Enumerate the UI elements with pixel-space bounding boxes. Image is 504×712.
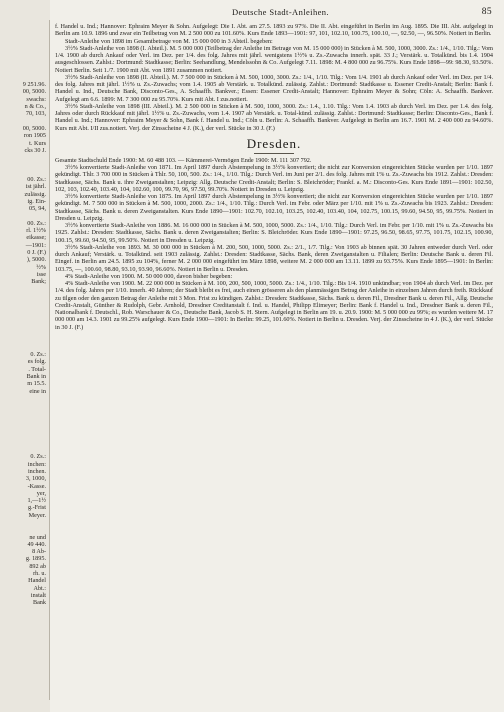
margin-fragment: yer, — [36, 489, 46, 497]
margin-fragment: rh. u. — [33, 570, 46, 578]
margin-fragment: Abt.: — [33, 584, 46, 592]
margin-fragment: Bank; — [31, 278, 46, 286]
margin-fragment: ig. Ein- — [27, 197, 46, 205]
margin-fragment — [0, 293, 48, 300]
margin-fragment — [0, 300, 48, 307]
paragraph: 3½% Stadt-Anleihe von 1898 (III. Abteil.). M. 2 500 000 in Stücken à M. 500, 1000, 3000. Zs.: 1.4., 1.10. Tilg.: Vom 1.4. 1903 ab durch Verl. im Dez. per 1.4. des folg. Jahres oder durch Rückkauf mit jährl. 1½% u. Zs.-Zuwachs, vom 1.4. 1907 ab Verstärk. u. Total-künd. zulässig. Zahlst.: Dortmund: Stadtkasse; Berlin: Disconto-Ges., Bank f. Handel u. Ind.; Hannover: Ephraim Meyer & Sohn, Bank f. Handel u. Ind.; Cöln u. Berlin: A. Schaaffh. Bankver. Aufgelegt in Berlin am 16.7. 1901 M. 2 400 000 zu 94.60%. Kurs mit Abt. I/II zus.notiert. Verj. der Zinsscheine 4 J. (K.), der verl. Stücke in 30 J. (F.) — [55, 102, 493, 132]
margin-fragment: instalt — [30, 591, 46, 599]
paragraph: f. Handel u. Ind.; Hannover: Ephraim Meyer & Sohn. Aufgelegt: Die I. Abt. am 27.5. 1893 zu 97%. Die II. Abt. eingeführt in Berlin im Aug. 1895. Die III. Abt. aufgelegt in Berlin am 10.9. 1896 und zwar ein Teilbetrag von M. 2 500 000 zu 101.60%. Kurs Ende 1893—1901: 97, 101, 102.10, 100.75, 100.10, —, 92.50, —, 96.50%. Notiert in Berlin. — [55, 23, 493, 38]
margin-fragment — [0, 431, 48, 438]
margin-fragment: -Kasse. — [27, 482, 46, 490]
margin-fragment — [0, 526, 48, 533]
paragraph: 4% Stadt-Anleihe von 1900. M. 50 000 000, davon bisher begeben: — [65, 272, 233, 280]
margin-fragment: isse — [36, 270, 46, 278]
main-text — [55, 23, 493, 331]
margin-fragment: eine in — [29, 387, 46, 395]
paragraph: 3½% Stadt-Anleihe von 1898 (II. Abteil.). M. 7 500 000 in Stücken à M. 500, 1000, 3000. Zs.: 1/4., 1/10. Tilg.: Vom 1/4. 1901 ab durch Ankauf oder Verl. im Dez. per 1/4. des folg. Jahres mit jährl. 1½% u. Zs.-Zuwachs; vom 1.4. 1905 ab Verstärk. u. Totalkünd. zulässig. Zahlst.: Dortmund: Stadtkasse u. Essener Credit-Anstalt; Berlin: Bank f. Handel u. Ind., Deutsche Bank, Disconto-Ges., A. Schaaffh. Bankver.; Essen: Essener Credit-Anstalt; Hannover: Ephraim Meyer & Sohn; Cöln: A. Schaaffh. Bankver. Aufgelegt am 6.6. 1899: M. 7 300 000 zu 95.70%. Kurs mit Abt. I zus.notiert. — [55, 73, 493, 103]
margin-fragment: ½% — [36, 263, 46, 271]
paragraph: 3½% konvertierte Stadt-Anleihe von 1871. Im April 1897 durch Abstempelung in 3½% konvertiert; die nicht zur Konversion eingereichten Stücke wurden per 1/10. 1897 gekündigt. Thlr. 3 700 000 in Stücken à Thlr. 50, 100, 500. Zs.: 1/4., 1/10. Tilg.: Durch Verl. im Juni per 2/1. des folg. Jahres mit 1% u. Zs.-Zuwachs bis 1912. Zahlst.: Dresden: Stadtkasse, Sächs. Bank u. ihre Zweiganstalten; Leipzig: Allg. Deutsche Credit-Anstalt; Berlin: S. Bleichröder; Frankf. a. M.: Disconto-Ges. Kurs Ende 1891—1901: 102.50, 102, 103, 102.40, 103.40, 104, 102.60, 100, 99.70, 96, 97.50, 99.70%. Notiert in Dresden u. Leipzig. — [55, 164, 493, 193]
margin-fragment — [0, 315, 48, 322]
margin-fragment: rl. 1½% — [26, 227, 46, 235]
margin-fragment: inchen: — [27, 460, 46, 468]
margin-fragment — [0, 337, 48, 344]
margin-fragment: . Total- — [28, 365, 46, 373]
margin-fragment: t. Kurs — [29, 139, 46, 147]
paragraph: 3½% Stadt-Anleihe von 1898 (I. Abteil.). M. 5 000 000 (Teilbetrag der Anleihe im Betrage von M. 15 000 000) in Stücken à M. 500, 1000, 3000. Zs.: 1/4., 1/10. Tilg.: Vom 1/4. 1900 ab durch Ankauf oder Verl. im Dez. per 1/4. des folg. Jahres mit jährl. wenigstens 1½% u. Zs.-Zuwachs innerh. spät. 33 J.; Verstärk. u. Totalkünd. bis 1.4. 1904 ausgeschlossen. Zahlst.: Dortmund: Stadtkasse; Berlin: Seehandlung, Mendelssohn & Co. Aufgelegt 7.11. 1898: M. 4 800 000 zu 96.75%. Kurs Ende 1898—99: 98.30, 93.50%. Notiert Berlin. Seit 1./7. 1900 mit Abt. von 1891 zusammen notiert. — [55, 44, 493, 74]
margin-fragment: 1,—1½ — [27, 497, 46, 505]
margin-fragment: m 15.5. — [27, 380, 46, 388]
margin-fragment — [0, 395, 48, 402]
margin-fragment: 00, 5000. — [22, 88, 46, 96]
margin-fragment — [0, 417, 48, 424]
header-title: Deutsche Stadt-Anleihen. — [232, 7, 329, 17]
margin-fragment — [0, 213, 48, 220]
margin-fragment: 8 Ab- — [32, 548, 46, 556]
margin-fragment — [0, 446, 48, 453]
margin-fragment: ron 1905 — [23, 132, 46, 140]
margin-fragment — [0, 169, 48, 176]
margin-fragment — [0, 519, 48, 526]
margin-fragment: 49 440. — [27, 540, 46, 548]
margin-fragment — [0, 307, 48, 314]
margin-fragment: cks 30 J. — [24, 146, 46, 154]
margin-fragment — [0, 402, 48, 409]
paragraph: 3½% konvertierte Stadt-Anleihe von 1875. Im April 1897 durch Abstempelung in 3½% konvertiert; die nicht zur Konversion eingereichten Stücke wurden per 1/10. 1897 gekündigt. M. 7 500 000 in Stücken à M. 500, 1000, 2000. Zs.: 1/4., 1/10. Tilg.: Durch Verl. im Febr. oder März per 1/10. mit 1% u. Zs.-Zuwachs bis 1923. Zahlst.: Dresden: Stadtkasse, Sächs. Bank u. deren Zweiganstalten. Kurs Ende 1890—1901: 102.70, 102.10, 103.25, 102.40, 103.40, 104, 102.75, 100.15, 99.60, 94.50, 95, 99.75%. Notiert in Dresden u. Leipzig. — [55, 193, 493, 222]
margin-fragment: 0 J. (F.) — [27, 249, 46, 257]
margin-fragment: es folg. — [27, 358, 46, 366]
running-header — [62, 7, 492, 19]
margin-fragment: ), 5000. — [26, 256, 46, 264]
margin-fragment: n & Co., — [24, 103, 46, 111]
margin-fragment: Bank in — [26, 373, 46, 381]
margin-fragment: Bank — [32, 599, 46, 607]
margin-fragment: 05, 94, — [28, 205, 46, 213]
paragraph: 3½% Stadt-Anleihe von 1893. M. 30 000 000 in Stücken à M. 200, 500, 1000, 5000. Zs.: 2/1., 1/7. Tilg.: Von 1903 ab binnen spät. 30 Jahren entweder durch Verl. oder durch Ankauf; Verstärk. u. Totalkünd. seit 1903 zulässig. Zahlst.: Dresden: Stadtkasse, Sächs. Bank, deren Zweiganstalten u. Filialen; Berlin: Deutsche Bank u. deren Fil. Eingef. in Berlin am 24.5. 1895 zu 104%, ferner M. 2 000 000 eingeführt im März 1898, weitere M. 2 000 000 am 13.11. 1899 zu 93.75%. Kurs Ende 1895—1901: In Berlin: 103.75, —, 100.60, 98.80, 93.10, 93.90, 96.60%. Notiert in Berlin u. Dresden. — [55, 243, 493, 273]
margin-fragment: 00. Zs.: — [27, 176, 46, 184]
adjacent-page-fragments — [0, 52, 48, 607]
margin-fragment: 0. Zs.: — [30, 351, 46, 359]
margin-fragment: Handel — [28, 577, 46, 585]
paragraph: Stadt-Anleihe von 1898 im Gesamtbetrage von M. 15 000 000 in 3 Abteil. begeben: — [65, 37, 273, 45]
margin-fragment: ist jährl. — [25, 183, 46, 191]
margin-fragment — [0, 59, 48, 66]
margin-fragment — [0, 74, 48, 81]
section-summary: Gesamte Stadtschuld Ende 1900: M. 60 488 103. — Kämmerei-Vermögen Ende 1900: M. 111 307 792. — [55, 156, 312, 164]
margin-fragment: ne und — [29, 533, 46, 541]
margin-fragment: 70, 103, — [25, 110, 46, 118]
margin-fragment — [0, 154, 48, 161]
page-number: 85 — [481, 7, 492, 17]
margin-fragment: 9 251.96. — [22, 81, 46, 89]
margin-fragment: inchen. — [27, 467, 46, 475]
section-rule — [254, 153, 294, 154]
margin-fragment: 00, 5000. — [22, 124, 46, 132]
margin-fragment: —1901: — [25, 241, 46, 249]
margin-fragment: eikasse; — [26, 234, 46, 242]
margin-fragment: 892 ab — [29, 562, 46, 570]
margin-fragment: 00. Zs.: — [27, 219, 46, 227]
margin-fragment — [0, 118, 48, 125]
section-title: Dresden. — [246, 135, 302, 151]
margin-fragment: 3, 1000, — [25, 475, 46, 483]
margin-fragment: 0. Zs.: — [30, 453, 46, 461]
margin-fragment — [0, 329, 48, 336]
page-fold-line — [49, 20, 50, 700]
margin-fragment — [0, 424, 48, 431]
margin-fragment — [0, 161, 48, 168]
margin-fragment: Meyer. — [28, 511, 46, 519]
margin-fragment — [0, 344, 48, 351]
paragraph: 3½% konvertierte Stadt-Anleihe von 1886. M. 16 000 000 in Stücken à M. 500, 1000, 5000. Zs.: 1/4., 1/10. Tilg.: Durch Verl. im Febr. per 1/10. mit 1% u. Zs.-Zuwachs bis 1925. Zahlst.: Dresden: Stadtkasse, Sächs. Bank u. deren Zweiganstalten; Berlin: S. Bleichröder. Kurs Ende 1890—1901: 97.25, 96.50, 98.65, 97.75, 101.75, 102.15, 100.90, 100.15, 99.60, 94.50, 95, 99.50%. Notiert in Dresden u. Leipzig. — [55, 222, 493, 244]
paragraph: 4% Stadt-Anleihe von 1900. M. 22 000 000 in Stücken à M. 100, 200, 500, 1000, 5000. Zs.: 1/4., 1/10. Tilg.: Bis 1/4. 1910 unkündbar; von 1904 ab durch Verl. im Dez. per 1/4. des folg. Jahres per 1/10. innerh. 40 Jahren; der Stadt bleibt es frei, auch einen grösseren als den planmässigen Betrag der Anleihe in einzelnen Jahren durch freih. Rückkauf zu tilgen oder den ganzen Betrag der Anleihe mit 3 Mon. Frist zu kündigen. Zahlst.: Dresden: Stadtkasse, Sächs. Bank u. deren Fil., Dresdner Bank u. deren Fil., Allg. Deutsche Credit-Anstalt, Günther & Rudolph, Gebr. Arnhold, Dresdner Creditanstalt f. Ind. u. Handel, Philipp Elimeyer; Berlin: Bank f. Handel u. Ind., Dresdner Bank u. deren Fil., Nationalbank f. Deutschl., Rob. Warschauer & Co., Deutsche Bank, Jacob S. H. Stern. Aufgelegt in Berlin am 19. u. 20.9. 1900: M. 5 000 000 zu 99%; es wurden weitere M. 17 000 000 am 14.3. 1901 zu 99.25% aufgelegt. Kurs Ende 1900—1901: In Berlin: 99.25, 101.60%. Notiert in Berlin u. Dresden. Verj. der Zinsscheine in 4 J. (K.), der verl. Stücke in 30 J. (F.) — [55, 280, 493, 331]
margin-fragment: g. 1895. — [25, 555, 46, 563]
margin-fragment — [0, 286, 48, 293]
margin-fragment — [0, 322, 48, 329]
margin-fragment: swachs: — [26, 95, 46, 103]
margin-fragment — [0, 67, 48, 74]
margin-fragment — [0, 410, 48, 417]
margin-fragment — [0, 439, 48, 446]
margin-fragment: zulässig. — [24, 190, 46, 198]
margin-fragment: g.-Frist — [27, 504, 46, 512]
margin-fragment — [0, 52, 48, 59]
